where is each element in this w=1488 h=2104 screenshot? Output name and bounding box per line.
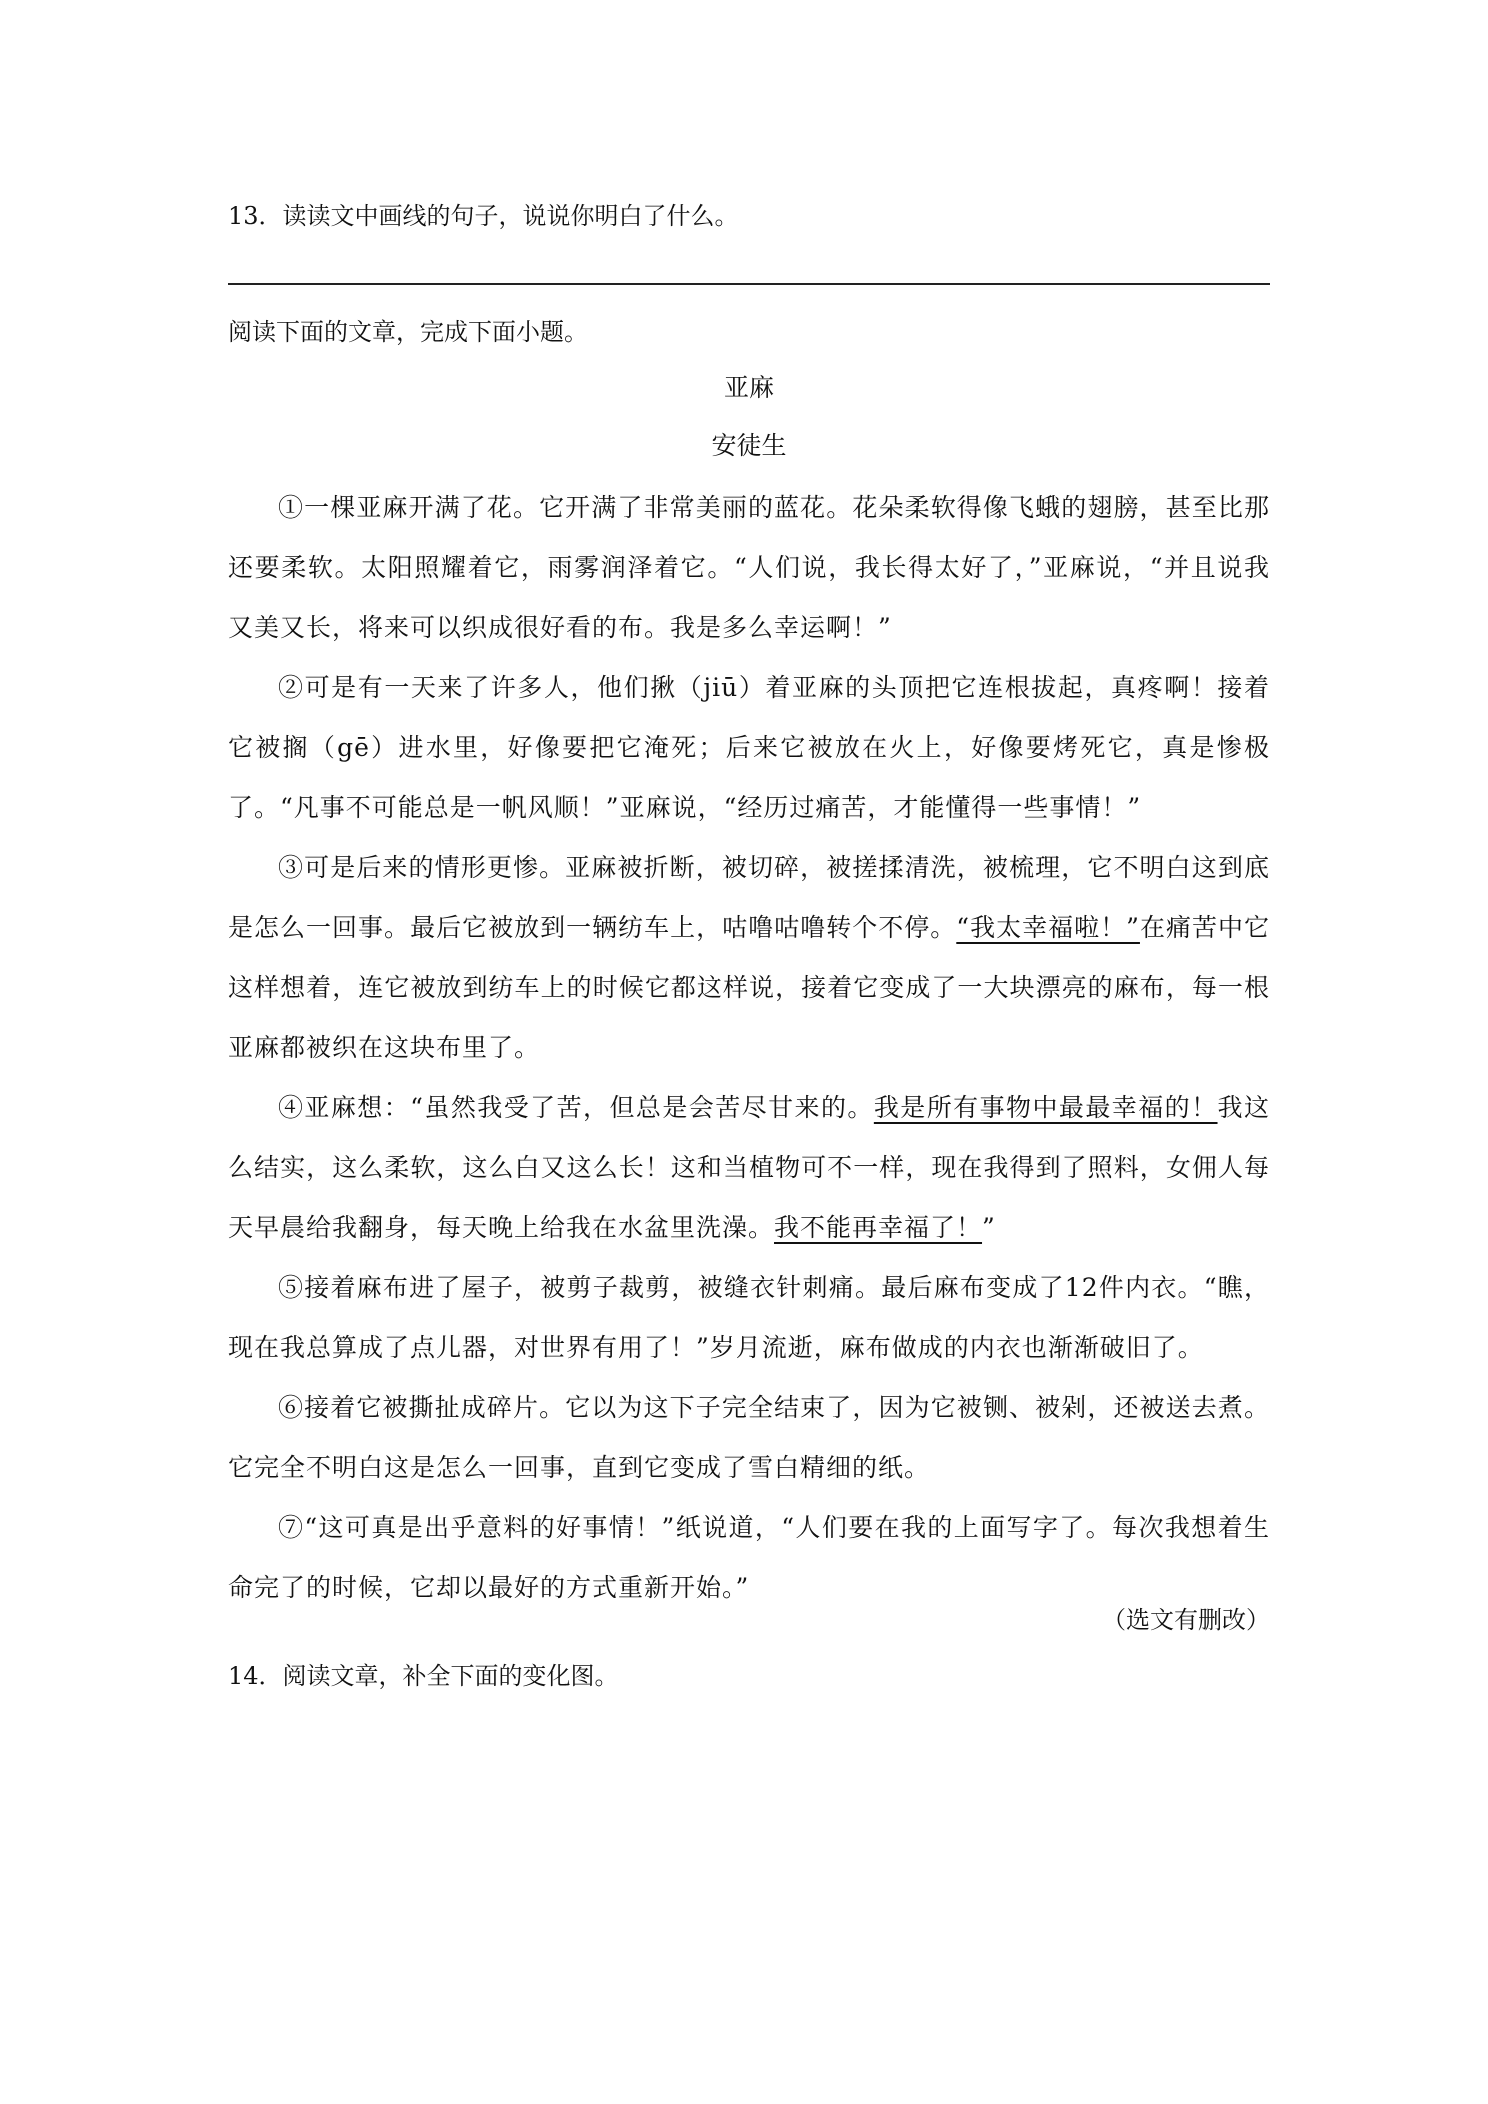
underlined-sentence-2: 我是所有事物中最最幸福的！: [873, 1093, 1218, 1122]
paragraph-3-text-a: ③可是后来的情形更惨。亚麻被折断，被切碎，被搓揉清洗，被梳理，它不明白这到底是怎么一回事。最后它被放到一辆纺车上，咕噜咕噜转个不停。: [228, 853, 1270, 942]
paragraph-5: ⑤接着麻布进了屋子，被剪子裁剪，被缝衣针刺痛。最后麻布变成了12件内衣。“瞧，现在我总算成了点儿器，对世界有用了！”岁月流逝，麻布做成的内衣也渐渐破旧了。: [228, 1273, 1270, 1362]
paragraph-7: ⑦“这可真是出乎意料的好事情！”纸说道，“人们要在我的上面写字了。每次我想着生命完了的时候，它却以最好的方式重新开始。”: [228, 1513, 1270, 1602]
article-author: 安徒生: [711, 431, 787, 460]
paragraph-1: ①一棵亚麻开满了花。它开满了非常美丽的蓝花。花朵柔软得像飞蛾的翅膀，甚至比那还要柔软。太阳照耀着它，雨雾润泽着它。“人们说，我长得太好了，”亚麻说，“并且说我又美又长，将来可以织成很好看的布。我是多么幸运啊！”: [228, 493, 1270, 642]
article-title: 亚麻: [723, 373, 774, 402]
paragraph-3: [228, 838, 1270, 1078]
paragraph-4-text-c: ”: [982, 1213, 996, 1242]
source-note: （选文有删改）: [1102, 1606, 1270, 1634]
article-body: [228, 478, 1270, 1618]
paragraph-4-text-b: 我这么结实，这么柔软，这么白又这么长！这和当植物可不一样，现在我得到了照料，女佣人每天早晨给我翻身，每天晚上给我在水盆里洗澡。: [228, 1093, 1270, 1242]
underlined-sentence-1: “我太幸福啦！”: [956, 913, 1140, 942]
question-14: 14．阅读文章，补全下面的变化图。: [228, 1662, 619, 1690]
paragraph-2: ②可是有一天来了许多人，他们揪（jiū）着亚麻的头顶把它连根拔起，真疼啊！接着它被搁（gē）进水里，好像要把它淹死；后来它被放在火上，好像要烤死它，真是惨极了。“凡事不可能总是一帆风顺！”亚麻说，“经历过痛苦，才能懂得一些事情！”: [228, 673, 1270, 822]
question-13: 13．读读文中画线的句子，说说你明白了什么。: [228, 202, 739, 230]
paragraph-6: ⑥接着它被撕扯成碎片。它以为这下子完全结束了，因为它被铡、被剁，还被送去煮。它完全不明白这是怎么一回事，直到它变成了雪白精细的纸。: [228, 1393, 1270, 1482]
paragraph-3-text-b: 在痛苦中它这样想着，连它被放到纺车上的时候它都这样说，接着它变成了一大块漂亮的麻布，每一根亚麻都被织在这块布里了。: [228, 913, 1270, 1062]
paragraph-4: [228, 1078, 1270, 1258]
paragraph-4-text-a: ④亚麻想：“虽然我受了苦，但总是会苦尽甘来的。: [278, 1093, 874, 1122]
answer-line: [228, 283, 1270, 285]
underlined-sentence-3: 我不能再幸福了！: [774, 1213, 983, 1242]
reading-instruction: 阅读下面的文章，完成下面小题。: [228, 318, 588, 346]
